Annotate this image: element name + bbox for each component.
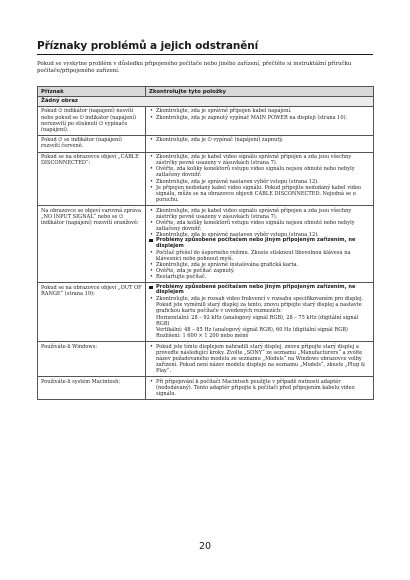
check-item: • Ověřte, zda je počítač zapnutý. (156, 268, 370, 274)
check-item: • Zkontrolujte, zda je rozsah video frekvencí v rozsahu specifikovaném pro displej. Pokud jste vyměnili starý displej za tento, znovu připojte starý displej a nastavte grafickou kartu počítače v uvedených rozmezích: (156, 296, 370, 314)
check-list (149, 108, 370, 120)
check-item: • Zkontrolujte, zda je správně nastaven výběr vstupu (strana 12). (156, 179, 370, 185)
table-row (38, 282, 374, 341)
check-cell (146, 205, 374, 282)
check-item: • Zkontrolujte, zda je správně instalována grafická karta. (156, 262, 370, 268)
table-row (38, 135, 374, 152)
frequency-specs (149, 315, 370, 339)
check-cell (146, 135, 374, 152)
check-cell (146, 282, 374, 341)
page-number: 20 (198, 541, 212, 552)
table-row (38, 106, 374, 135)
check-item: • Při připojování k počítači Macintosh použijte v případě nutnosti adaptér (nedodávaný). Tento adaptér připojte k počítači před připojením kabelu video signálu. (156, 379, 370, 397)
check-item: • Zkontrolujte, zda je zapnutý vypínač MAIN POWER na displeji (strana 10). (156, 115, 370, 121)
table-row (38, 152, 374, 205)
section-row (38, 97, 374, 106)
table-row (38, 205, 374, 282)
spec-horizontal: Horizontální: 28 – 92 kHz (analogový signál RGB), 28 – 75 kHz (digitální signál RGB) (156, 314, 359, 327)
check-item: • Restartujte počítač. (156, 274, 370, 280)
table-row (38, 341, 374, 376)
check-item: • Zkontrolujte, zda je ⏻ vypínač (napájení) zapnutý. (156, 137, 370, 143)
check-list (149, 344, 370, 374)
symptom-column-header: Příznak (38, 87, 146, 97)
sub-check-list (149, 296, 370, 314)
table-header-row (38, 87, 374, 97)
check-cell (146, 376, 374, 399)
check-item: • Je připojen nedodaný kabel video signálu. Pokud připojíte nedodaný kabel video signálu, může se na obrazovce objevit CABLE DISCONNECTED. Nejedná se o poruchu. (156, 185, 370, 203)
symptom-cell: Pokud se na obrazovce objeví „CABLE DISCONNECTED“: (38, 152, 146, 205)
symptom-cell: Pokud ⏻ se indikátor (napájení) rozsvítí červeně. (38, 135, 146, 152)
symptom-cell: Pokud se na obrazovce objeví „OUT OF RANGE“ (strana 19): (38, 282, 146, 341)
check-list (149, 137, 370, 143)
symptom-cell: Pokud ⏻ indikátor (napájení) nesvítí nebo pokud se ⏻ indikátor (napájení) nerozsvítí po stisknutí ⏻ vypínače (napájení). (38, 106, 146, 135)
check-item: • Zkontrolujte, zda je kabel video signálu správně připojen a zda jsou všechny zástrčky pevně usazeny v zásuvkách (strana 7). (156, 208, 370, 220)
check-item: • Pokud jste tímto displejem nahradili starý displej, znovu připojte starý displej a proveďte následující kroky. Zvolte „SONY“ ze seznamu „Manufacturers“ a zvolte název požadovaného modelu ze seznamu „Models“ na Windows obrazovce volby zařízení. Pokud není název modelu displeje na seznamu „Models“, zkuste „Plug & Play“. (156, 344, 370, 374)
table-row (38, 376, 374, 399)
check-item: • Zkontrolujte, zda je správně připojen kabel napájení. (156, 108, 370, 114)
sub-check-list (149, 250, 370, 280)
section-heading: Žádný obraz (38, 97, 374, 106)
check-cell (146, 341, 374, 376)
symptom-cell: Používáte-li systém Macintosh: (38, 376, 146, 399)
check-item: • Zkontrolujte, zda je kabel video signálu správně připojen a zda jsou všechny zástrčky pevně usazeny v zásuvkách (strana 7). (156, 154, 370, 166)
spec-vertical: Vertikální: 48 – 85 Hz (analogový signál RGB), 60 Hz (digitální signál RGB) (156, 326, 348, 333)
check-item: • Ověřte, zda kolíky konektorů vstupu video signálu nejsou ohnuté nebo nebyly zatlačeny dovnitř. (156, 220, 370, 232)
check-list (149, 379, 370, 397)
check-item: • Počítač přešel do úsporného režimu. Zkuste stisknout libovolnou klávesu na klávesnici nebo pohnout myší. (156, 250, 370, 262)
check-column-header: Zkontrolujte tyto položky (146, 87, 374, 97)
check-item: • Ověřte, zda kolíky konektorů vstupu video signálu nejsou ohnuté nebo nebyly zatlačeny dovnitř. (156, 166, 370, 178)
spec-resolution: Rozlišení: 1 600 × 1 200 nebo méně (156, 332, 249, 339)
subheading: Problémy způsobené počítačem nebo jiným připojeným zařízením, ne displejem (149, 238, 370, 250)
symptom-cell: Používáte-li Windows: (38, 341, 146, 376)
check-item: • Zkontrolujte, zda je správně nastaven výběr vstupu (strana 12). (156, 232, 370, 238)
intro-paragraph: Pokud se vyskytne problém v důsledku připojeného počítače nebo jiného zařízení, přečtěte si instruktážní příručku počítače/připojeného zařízení. (37, 61, 352, 75)
check-cell (146, 106, 374, 135)
subheading: Problémy způsobené počítačem nebo jiným připojeným zařízením, ne displejem (149, 285, 370, 297)
symptom-cell: Na obrazovce se objeví varovná zpráva „NO INPUT SIGNAL“ nebo se ⏻ indikátor (napájení) rozsvítí oranžově: (38, 205, 146, 282)
page-title: Příznaky problémů a jejich odstranění (37, 40, 373, 55)
troubleshooting-table (37, 86, 374, 400)
check-list (149, 154, 370, 202)
check-list (149, 208, 370, 238)
check-cell (146, 152, 374, 205)
